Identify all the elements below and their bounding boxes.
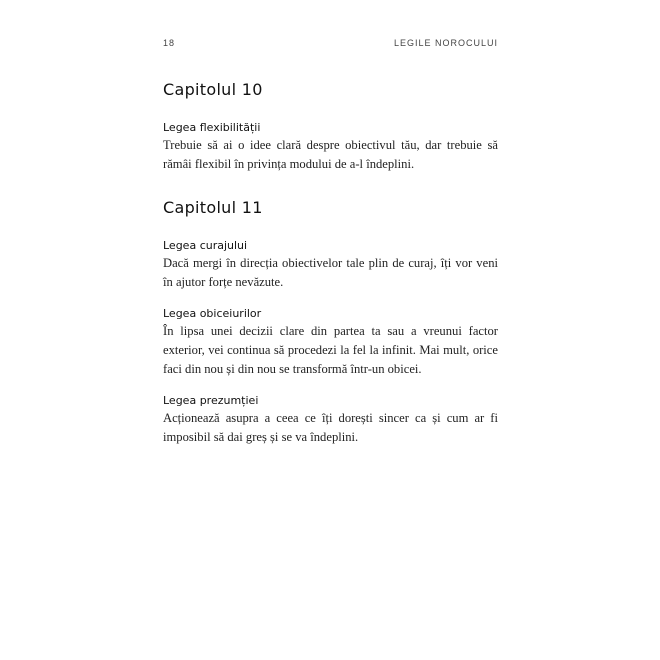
law-title: Legea flexibilității [163, 121, 261, 134]
running-header [163, 38, 498, 48]
chapter-title: Capitolul 10 [163, 80, 263, 99]
chapter-10 [163, 80, 498, 174]
law-entry [163, 121, 498, 174]
law-title: Legea curajului [163, 239, 248, 252]
law-title: Legea prezumției [163, 394, 259, 407]
law-text: Dacă mergi în direcția obiectivelor tale plin de curaj, îți vor veni în ajutor forțe nevăzute. [163, 256, 498, 289]
law-entry [163, 394, 498, 447]
law-entry [163, 307, 498, 379]
page-content [163, 80, 498, 471]
law-text: Trebuie să ai o idee clară despre obiectivul tău, dar trebuie să rămâi flexibil în privința modului de a-l îndeplini. [163, 138, 498, 171]
page-number: 18 [163, 38, 176, 48]
chapter-title: Capitolul 11 [163, 198, 263, 217]
law-title: Legea obiceiurilor [163, 307, 262, 320]
running-title: LEGILE NOROCULUI [393, 38, 498, 48]
law-entry [163, 239, 498, 292]
law-text: În lipsa unei decizii clare din partea ta sau a vreunui factor exterior, vei continua să procedezi la fel la infinit. Mai mult, orice faci din nou și din nou se transformă într-un obicei. [163, 324, 498, 376]
law-text: Acționează asupra a ceea ce îți dorești sincer ca și cum ar fi imposibil să dai greș și se va îndeplini. [163, 411, 498, 444]
chapter-11 [163, 198, 498, 447]
